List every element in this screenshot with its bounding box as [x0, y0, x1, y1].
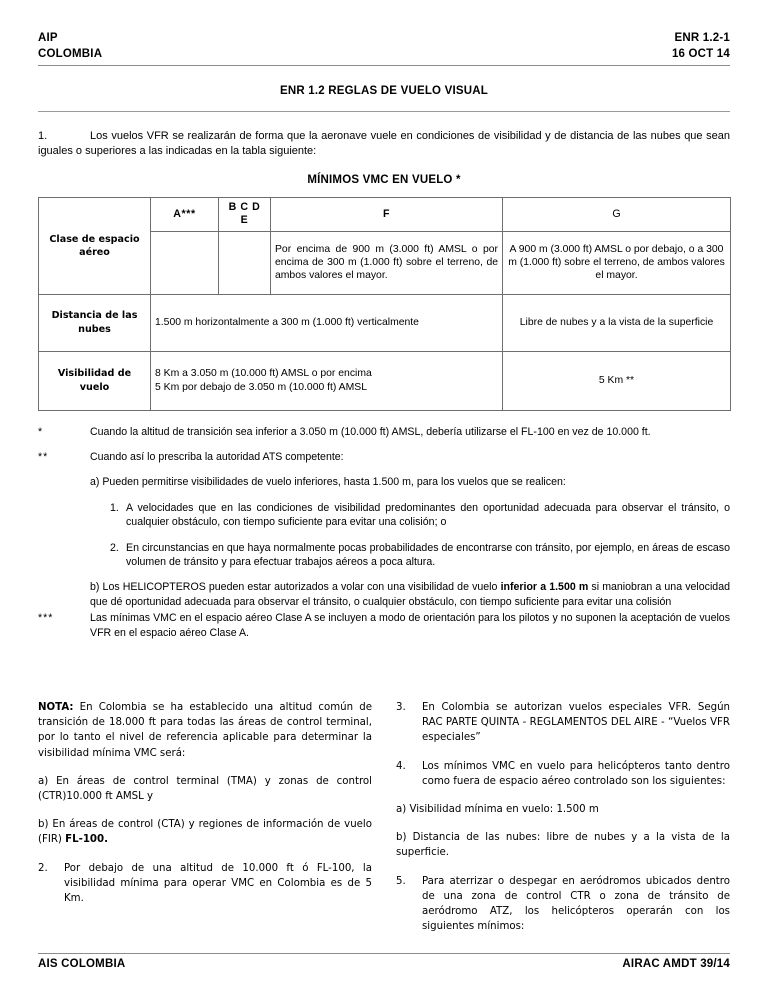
- footnote-sub-item-1-text: A velocidades que en las condiciones de visibilidad predominantes den oportunidad adecuada para observar el tránsito, o cualquier obstáculo, con tiempo suficiente para evitar una colisión; o: [126, 501, 730, 529]
- header-date: 16 OCT 14: [671, 48, 730, 60]
- col-header-g: G: [503, 198, 731, 231]
- bottom-right-item-4-text: Los mínimos VMC en vuelo para helicópteros tanto dentro como fuera de espacio aéreo controlado son los siguientes:: [422, 760, 730, 787]
- bottom-right-item-5: [396, 874, 730, 935]
- header-line-1: [38, 30, 730, 46]
- footnote-single-star-marker: *: [38, 425, 44, 438]
- bottom-columns: [38, 700, 730, 947]
- row-label-airspace-class: Clase de espacio aéreo: [49, 233, 140, 258]
- header-country-label: COLOMBIA: [38, 48, 103, 60]
- bottom-right-item-4-number: 4.: [396, 760, 406, 772]
- footnote-sub-item-2-number: 2.: [110, 541, 119, 554]
- cell-class-g-value: A 900 m (3.000 ft) AMSL o por debajo, o a 300 m (1.000 ft) sobre el terreno, de ambos valores el mayor.: [503, 231, 731, 294]
- bottom-right-item-3-number: 3.: [396, 702, 406, 713]
- row-label-cloud-distance: Distancia de las nubes: [39, 294, 151, 351]
- cell-flight-visibility-line1: 8 Km a 3.050 m (10.000 ft) AMSL o por encima: [155, 368, 372, 380]
- bottom-left-item-a: a) En áreas de control terminal (TMA) y zonas de control (CTR)10.000 ft AMSL y: [38, 775, 372, 803]
- table-row: [39, 294, 731, 351]
- footnote-sub-item-1: [110, 501, 730, 530]
- footnote-single-star-text: Cuando la altitud de transición sea inferior a 3.050 m (10.000 ft) AMSL, debería utilizarse el FL-100 en vez de 10.000 ft.: [90, 425, 651, 438]
- footnote-item-b-post: si maniobran a una velocidad que dé oportunidad adecuada para observar el tránsito, o cualquier obstáculo, con tiempo suficiente para evitar una colisión: [90, 581, 730, 608]
- col-header-f: F: [271, 198, 503, 231]
- footnote-sub-item-2-text: En circunstancias en que haya normalmente pocas probabilidades de encontrarse con tránsito, por ejemplo, en áreas de escaso volumen de tránsito y para efectuar trabajos aéreos a poca altura.: [126, 541, 730, 569]
- title-divider: [38, 111, 730, 112]
- footnote-item-b-pre: b) Los HELICOPTEROS pueden estar autorizados a volar con una visibilidad de vuelo: [90, 581, 501, 594]
- footnote-triple-star-marker: ***: [38, 612, 54, 625]
- bottom-left-item-2-number: 2.: [38, 862, 48, 874]
- page-footer: [38, 953, 730, 970]
- footnote-double-star: [38, 450, 730, 464]
- bottom-right-item-4b: b) Distancia de las nubes: libre de nubes y a la vista de la superficie.: [396, 832, 730, 859]
- footnote-single-star: [38, 425, 730, 439]
- footnotes-section: [38, 425, 730, 640]
- bottom-left-item-b-emphasis: FL-100.: [65, 834, 108, 846]
- footer-row: [38, 958, 730, 970]
- footer-divider: [38, 953, 730, 954]
- intro-paragraph: [38, 129, 730, 158]
- cell-class-a-value: [151, 231, 219, 294]
- bottom-left-column: [38, 700, 374, 947]
- row-label-flight-visibility: Visibilidad de vuelo: [39, 351, 151, 410]
- header-line-2: [38, 46, 730, 62]
- col-header-a: A***: [151, 198, 219, 231]
- page-header: [38, 0, 730, 66]
- footnote-double-star-marker: **: [38, 451, 49, 463]
- cell-flight-visibility-line2: 5 Km por debajo de 3.050 m (10.000 ft) AMSL: [155, 381, 367, 393]
- col-header-bcde: B C D E: [219, 198, 271, 231]
- bottom-left-item-b: [38, 817, 372, 847]
- vmc-minimums-table: [38, 197, 731, 410]
- nota-paragraph: [38, 700, 372, 761]
- footnote-double-star-text: Cuando así lo prescriba la autoridad ATS competente:: [90, 451, 344, 463]
- intro-text: Los vuelos VFR se realizarán de forma que la aeronave vuele en condiciones de visibilidad y de distancia de las nubes que sean iguales o superiores a las indicadas en la tabla siguiente:: [38, 130, 730, 157]
- footer-amendment-label: AIRAC AMDT 39/14: [622, 958, 730, 970]
- page-title: ENR 1.2 REGLAS DE VUELO VISUAL: [280, 85, 488, 97]
- row-label-airspace-class-wrapper: [39, 198, 151, 294]
- nota-text: En Colombia se ha establecido una altitud común de transición de 18.000 ft para todas las áreas de control terminal, por lo tanto el nivel de referencia aplicable para determinar la visibilidad mínima VMC será:: [38, 702, 372, 759]
- cell-cloud-distance-g-value: Libre de nubes y a la vista de la superficie: [503, 294, 731, 351]
- footnote-item-b: [90, 580, 730, 609]
- bottom-left-item-b-pre: b) En áreas de control (CTA) y regiones de información de vuelo (FIR): [38, 819, 372, 846]
- footnote-triple-star-text: Las mínimas VMC en el espacio aéreo Clase A se incluyen a modo de orientación para los pilotos y no suponen la aceptación de vuelos VFR en el espacio aéreo Clase A.: [90, 612, 730, 639]
- bottom-left-item-2-text: Por debajo de una altitud de 10.000 ft ó FL-100, la visibilidad mínima para operar VMC en Colombia es de 5 Km.: [64, 862, 372, 905]
- intro-number: 1.: [38, 130, 48, 142]
- header-aip-label: AIP: [38, 32, 58, 44]
- footnote-triple-star: [38, 611, 730, 640]
- bottom-right-item-5-number: 5.: [396, 875, 406, 887]
- bottom-right-item-3: [396, 700, 730, 746]
- header-divider: [38, 65, 730, 66]
- bottom-right-item-4: [396, 759, 730, 789]
- footnote-item-a: a) Pueden permitirse visibilidades de vuelo inferiores, hasta 1.500 m, para los vuelos que se realicen:: [90, 476, 566, 489]
- cell-flight-visibility-value: [151, 351, 503, 410]
- nota-label: NOTA:: [38, 702, 74, 713]
- bottom-right-item-4a: a) Visibilidad mínima en vuelo: 1.500 m: [396, 804, 599, 816]
- cell-class-bcde-value: [219, 231, 271, 294]
- table-row: [39, 351, 731, 410]
- bottom-left-item-2: [38, 861, 372, 907]
- table-header-row: [39, 198, 731, 231]
- cell-class-f-value: Por encima de 900 m (3.000 ft) AMSL o por encima de 300 m (1.000 ft) sobre el terreno, de ambos valores el mayor.: [271, 231, 503, 294]
- header-page-ref: ENR 1.2-1: [674, 32, 730, 44]
- footnote-sub-item-1-number: 1.: [110, 501, 119, 514]
- footnote-sub-item-2: [110, 541, 730, 570]
- cell-flight-visibility-g-value: 5 Km **: [503, 351, 731, 410]
- cell-cloud-distance-value: 1.500 m horizontalmente a 300 m (1.000 ft) verticalmente: [151, 294, 503, 351]
- bottom-right-item-3-text: En Colombia se autorizan vuelos especiales VFR. Según RAC PARTE QUINTA - REGLAMENTOS DEL AIRE - “Vuelos VFR especiales”: [422, 702, 730, 744]
- footnote-item-b-emphasis: inferior a 1.500 m: [500, 581, 589, 594]
- bottom-right-item-5-text: Para aterrizar o despegar en aeródromos ubicados dentro de una zona de control CTR o zona de tránsito de aeródromo ATZ, los helicópteros operarán con los siguientes mínimos:: [422, 875, 730, 933]
- table-title: MÍNIMOS VMC EN VUELO *: [307, 174, 461, 187]
- bottom-right-column: [396, 700, 730, 947]
- footer-ais-label: AIS COLOMBIA: [38, 958, 126, 970]
